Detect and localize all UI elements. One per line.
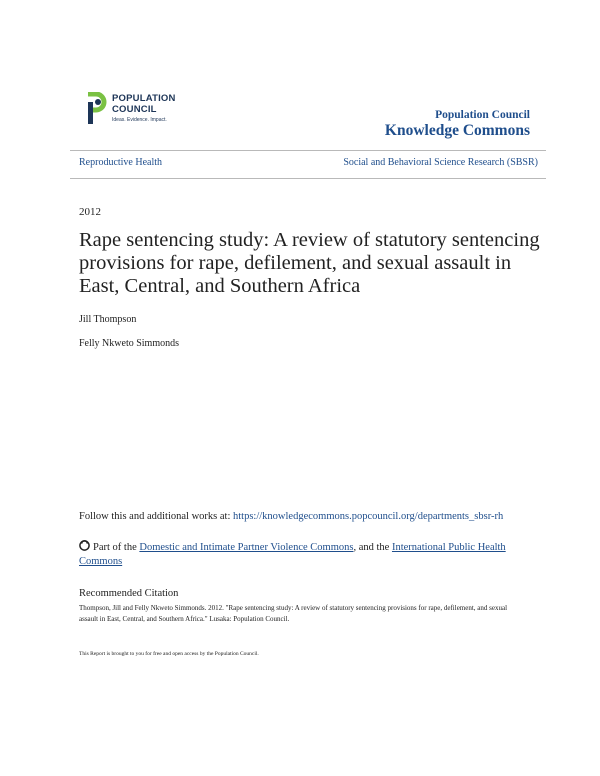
logo-tagline: Ideas. Evidence. Impact. [112,117,167,123]
part-of-prefix: Part of the [93,542,140,553]
repository-brand[interactable] [385,109,530,140]
commons-link-domestic-violence[interactable]: Domestic and Intimate Partner Violence Commons [139,542,354,553]
repository-org: Population Council [435,109,530,121]
citation-heading: Recommended Citation [79,588,179,599]
follow-line [79,509,519,524]
follow-prefix: Follow this and additional works at: [79,511,233,522]
author-2: Felly Nkweto Simmonds [79,338,180,349]
document-title: Rape sentencing study: A review of statutory sentencing provisions for rape, defilement, and sexual assault in East, Central, and Southern Africa [79,229,540,297]
follow-url-link[interactable]: https://knowledgecommons.popcouncil.org/departments_sbsr-rh [233,511,504,522]
part-of-line [79,540,519,569]
topic-link-right[interactable]: Social and Behavioral Science Research (SBSR) [343,157,538,168]
repository-name: Knowledge Commons [384,122,530,139]
commons-link-public-health[interactable]: International Public Health Commons [79,542,506,567]
citation-text: Thompson, Jill and Felly Nkweto Simmonds. 2012. "Rape sentencing study: A review of statutory sentencing provisions for rape, defilement, and sexual assault in East, Central, and Southern Africa." Lusaka: Population Council. [79,604,508,623]
part-of-middle: , and the [353,542,392,553]
publication-year: 2012 [79,206,101,218]
logo-text-line2: COUNCIL [112,104,157,115]
population-council-logo[interactable] [84,92,194,128]
footer-note: This Report is brought to you for free and open access by the Population Council. [79,651,259,657]
open-access-icon [79,540,90,551]
logo-text-line1: POPULATION [112,93,176,104]
author-1: Jill Thompson [79,314,137,325]
topic-link-left[interactable]: Reproductive Health [79,157,163,168]
divider-bottom [70,178,546,179]
logo-mark-icon [84,92,108,126]
divider-top [70,150,546,151]
